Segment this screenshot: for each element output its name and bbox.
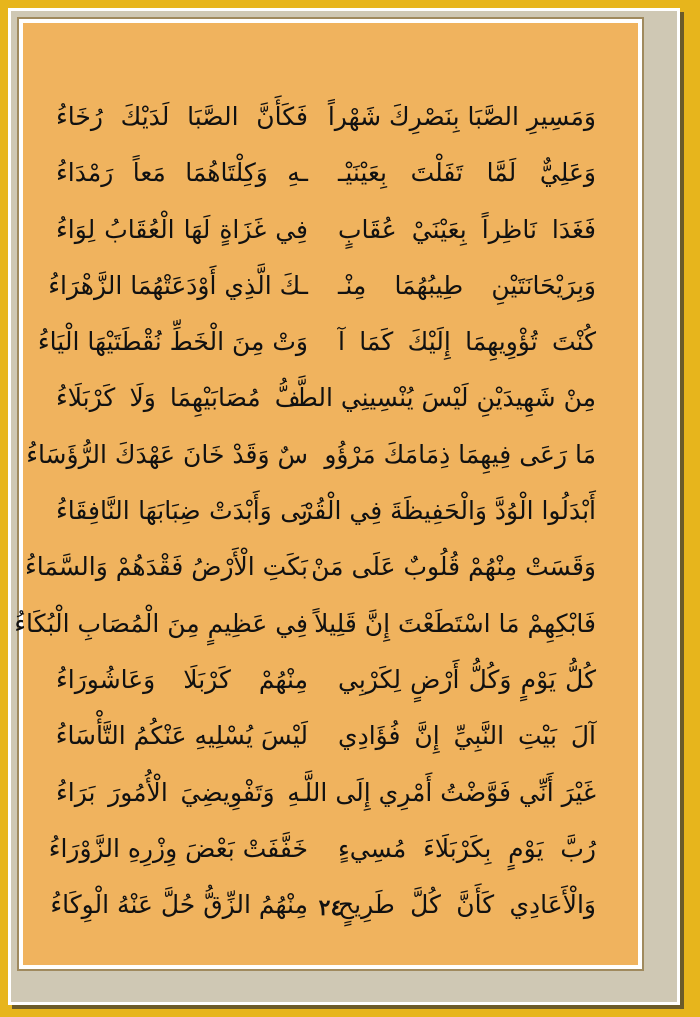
verse-first-hemistich: كُنْتَ تُؤْوِيهِمَا إِلَيْكَ كَمَا آ [338,327,596,357]
verse-second-hemistich: ـهِ وَكِلْتَاهُمَا مَعاً رَمْدَاءُ [56,158,308,188]
verse-line [23,95,638,151]
verse-first-hemistich: كُلُّ يَوْمٍ وَكُلُّ أَرْضٍ لِكَرْبِي [338,664,596,694]
verse-line [23,545,638,601]
verse-line [23,264,638,320]
book-page [14,19,642,969]
verse-second-hemistich: خَفَّفَتْ بَعْضَ وِزْرِهِ الزَّوْرَاءُ [48,833,308,863]
verse-line [23,433,638,489]
verse-second-hemistich: ـفُّ مُصَابَيْهِمَا وَلَا كَرْبَلَاءُ [56,383,308,413]
verse-second-hemistich: ـكَ الَّذِي أَوْدَعَتْهُمَا الزَّهْرَاءُ [48,270,308,300]
verse-first-hemistich: رُبَّ يَوْمٍ بِكَرْبَلَاءَ مُسِيءٍ [338,833,596,863]
verse-line [14,602,638,658]
verse-first-hemistich: وَقَسَتْ مِنْهُمْ قُلُوبٌ عَلَى مَنْ [311,552,596,582]
verse-first-hemistich: مَا رَعَى فِيهِمَا ذِمَامَكَ مَرْؤُو [324,439,596,469]
verse-first-hemistich: غَيْرَ أَنِّي فَوَّضْتُ أَمْرِي إِلَى اللَّـ [297,777,596,807]
verse-second-hemistich: ـهِ وَتَفْوِيضِيَ الْأُمُورَ بَرَاءُ [56,777,308,807]
verse-first-hemistich: وَبِرَيْحَانَتَيْنِ طِيبُهُمَا مِنْـ [338,270,596,300]
verse-first-hemistich: آلَ بَيْتِ النَّبِيِّ إِنَّ فُؤَادِي [338,721,596,751]
verse-line [23,658,638,714]
verse-first-hemistich: وَعَلِيٌّ لَمَّا تَفَلْتَ بِعَيْنَيْـ [338,158,596,188]
verse-first-hemistich: فَابْكِهِمْ مَا اسْتَطَعْتَ إِنَّ قَلِيلاً [314,608,596,638]
verse-first-hemistich: وَالْأَعَادِي كَأَنَّ كُلَّ طَرِيحٍ [338,890,596,920]
verse-second-hemistich: مِنْهُمُ الزِّقُّ حُلَّ عَنْهُ الْوِكَاءُ [50,890,308,920]
verse-line [23,376,638,432]
verse-line [23,771,638,827]
verse-line [23,489,638,545]
page-number: ٢٤ [318,895,343,921]
verse-line [23,714,638,770]
verse-second-hemistich: بَى وَأَبْدَتْ ضِبَابَهَا النَّافِقَاءُ [56,496,308,526]
verse-second-hemistich: سٌ وَقَدْ خَانَ عَهْدَكَ الرُّؤَسَاءُ [26,439,308,469]
verse-second-hemistich: بَكَتِ الْأَرْضُ فَقْدَهُمْ وَالسَّمَاءُ [25,552,308,582]
verse-second-hemistich: مِنْهُمْ كَرْبَلَا وَعَاشُورَاءُ [56,664,308,694]
verse-second-hemistich: فَكَأَنَّ الصَّبَا لَدَيْكَ رُخَاءُ [56,102,308,131]
verse-line [23,208,638,264]
verse-line [23,151,638,207]
verse-line [23,827,638,883]
verse-line [23,320,638,376]
verse-second-hemistich: لَيْسَ يُسْلِيهِ عَنْكُمُ التَّأْسَاءُ [55,721,308,751]
verse-first-hemistich: أَبْدَلُوا الْوُدَّ وَالْحَفِيظَةَ فِي الْقُرْ [300,496,596,526]
verse-second-hemistich: وَتْ مِنَ الْخَطِّ نُقْطَتَيْهَا الْيَاءُ [37,327,308,357]
verse-first-hemistich: فَغَدَا نَاظِراً بِعَيْنَيْ عُقَابٍ [338,214,596,244]
verse-first-hemistich: وَمَسِيرِ الصَّبَا بِنَصْرِكَ شَهْراً [327,102,596,131]
verse-second-hemistich: فِي غَزَاةٍ لَهَا الْعُقَابُ لِوَاءُ [56,214,308,244]
verse-second-hemistich: فِي عَظِيمٍ مِنَ الْمُصَابِ الْبُكَاءُ [14,608,308,638]
poem-body [14,95,638,939]
verse-first-hemistich: مِنْ شَهِيدَيْنِ لَيْسَ يُنْسِينِي الطَّـ [290,383,596,413]
